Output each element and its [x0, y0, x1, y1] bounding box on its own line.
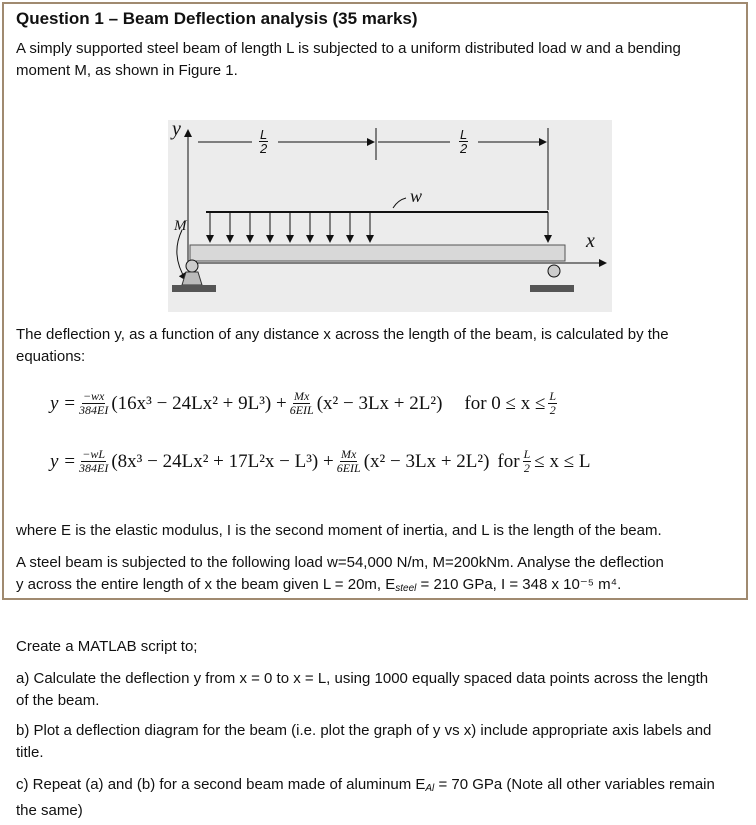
task-a: a) Calculate the deflection y from x = 0 to x = L, using 1000 equally spaced data points across the length of the beam. [16, 670, 709, 709]
task-b: b) Plot a deflection diagram for the beam (i.e. plot the graph of y vs x) include appropriate axis labels and title. [16, 722, 712, 761]
equation-2: y = $\frac{-wL}{384EI}$ (8x³ − 24Lx² + 17L²x − L³) + $\frac{Mx}{\text{6EIL}}$ (x² − 3Lx + 2L²) for $\frac{L}{2}$ ≤ x ≤ L [50, 447, 591, 475]
distributed-load-arrows [210, 212, 548, 242]
pin-support [186, 260, 198, 272]
equation-1: y = $\frac{-wx}{384EI}$ (16x³ − 24Lx² + 9L³) + $\frac{Mx}{\text{6EIL}}$ (x² − 3Lx + 2L²) for 0 ≤ x ≤ $\frac{L}{2}$ [50, 389, 557, 417]
x-label: x [586, 230, 595, 252]
half-length-left: $\frac{L}{2}$ [260, 127, 268, 156]
half-length-right: $\frac{L}{2}$ [460, 127, 468, 156]
given-line-2: y across the entire length of x the beam given L = 20m, $E_{steel} = 210$ GPa, I = 348 x 10⁻⁵ m⁴. [16, 576, 622, 594]
load-label: w [410, 186, 423, 206]
beam-figure [168, 120, 612, 312]
equations-intro: The deflection y, as a function of any distance x across the length of the beam, is calculated by the equations: [16, 326, 669, 365]
beam [190, 245, 565, 261]
moment-arrow [177, 230, 186, 280]
task-intro: Create a MATLAB script to; [16, 638, 198, 655]
task-c: c) Repeat (a) and (b) for a second beam made of aluminum $E_{Al} = 70$ GPa (Note all other variables remain the same) [16, 776, 715, 819]
moment-label: M [174, 218, 187, 234]
intro-text: A simply supported steel beam of length L is subjected to a uniform distributed load w and a bending moment M, as shown in Figure 1. [16, 40, 681, 79]
question-title: Question 1 – Beam Deflection analysis (35 marks) [16, 9, 418, 28]
y-label: y [172, 118, 181, 140]
roller-support [548, 265, 560, 277]
where-text: where E is the elastic modulus, I is the second moment of inertia, and L is the length of the beam. [16, 522, 662, 539]
given-line-1: A steel beam is subjected to the following load w=54,000 N/m, M=200kNm. Analyse the deflection [16, 554, 664, 571]
